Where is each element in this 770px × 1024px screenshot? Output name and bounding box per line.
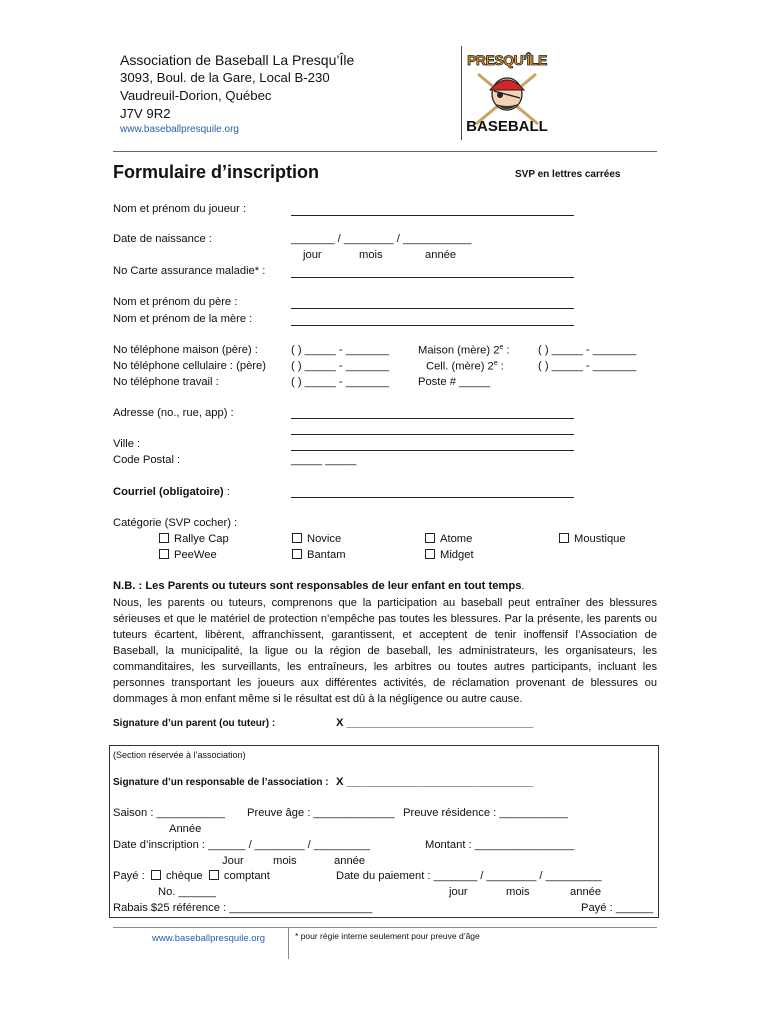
season-caption: Année [169,823,202,835]
footer-website-link[interactable]: www.baseballpresquile.org [152,933,266,944]
staff-signature-field[interactable]: X ______________________________ [336,776,534,788]
mother-name-field[interactable] [291,325,574,326]
postal-code-label: Code Postal : [113,454,181,466]
birth-year-caption: année [425,249,457,261]
residence-proof-field[interactable]: Preuve résidence : ___________ [403,807,568,819]
mother-cell-label: Cell. (mère) 2e : [426,360,504,373]
parent-signature-field[interactable]: X ______________________________ [336,717,534,729]
health-card-field[interactable] [291,277,574,278]
age-proof-field[interactable]: Preuve âge : _____________ [247,807,395,819]
category-midget[interactable]: Midget [425,549,474,561]
category-bantam[interactable]: Bantam [292,549,346,561]
address-label: Adresse (no., rue, app) : [113,407,234,419]
birth-month-caption: mois [359,249,383,261]
footer-note: * pour régie interne seulement pour preuve d’âge [295,931,480,941]
mother-cell-field[interactable]: ( ) _____ - _______ [538,360,637,372]
footer-rule [113,927,657,928]
referral-discount-field[interactable]: Rabais $25 référence : _______________________ [113,902,373,914]
footer-divider [288,927,289,959]
checkbox-icon[interactable] [209,870,219,880]
category-atome[interactable]: Atome [425,533,472,545]
player-name-field[interactable] [291,215,574,216]
address-line-1: 3093, Boul. de la Gare, Local B-230 [120,70,330,85]
payment-method: Payé : chèque comptant [113,870,270,882]
phone-work-field[interactable]: ( ) _____ - _______ [291,376,390,388]
header-rule [113,151,657,152]
checkbox-icon[interactable] [559,533,569,543]
staff-signature-label: Signature d’un responsable de l’association : [113,777,329,788]
phone-cell-field[interactable]: ( ) _____ - _______ [291,360,390,372]
mother-name-label: Nom et prénom de la mère : [113,313,253,325]
website-link[interactable]: www.baseballpresquile.org [120,124,239,135]
postal-line: J7V 9R2 [120,106,171,121]
father-name-field[interactable] [291,308,574,309]
phone-home-label: No téléphone maison (père) : [113,344,258,356]
category-novice[interactable]: Novice [292,533,341,545]
checkbox-icon[interactable] [292,533,302,543]
email-label: Courriel (obligatoire) : [113,486,230,498]
checkbox-icon[interactable] [425,549,435,559]
category-peewee[interactable]: PeeWee [159,549,217,561]
work-extension-field[interactable]: Poste # _____ [418,376,491,388]
reg-month-caption: mois [273,855,297,867]
health-card-label: No Carte assurance maladie* : [113,265,266,277]
amount-field[interactable]: Montant : ________________ [425,839,575,851]
page-title: Formulaire d’inscription [113,162,320,182]
category-label: Catégorie (SVP cocher) : [113,517,238,529]
mother-home-field[interactable]: ( ) _____ - _______ [538,344,637,356]
category-moustique[interactable]: Moustique [559,533,626,545]
reg-day-caption: Jour [222,855,244,867]
birth-date-field[interactable]: _______ / ________ / ___________ [291,233,472,245]
waiver-text: Nous, les parents ou tuteurs, comprenons que la participation au baseball peut entraîner des blessures sérieuses et que le matériel de protection n'empêche pas toutes les blessures. Par la présente, les parents ou tuteurs écartent, libèrent, affranchissent, garantissent, et acceptent de tenir inoffensif l’Association de Baseball, la municipalité, la ligue ou la région de baseball, les administrateurs, les organisateurs, les commanditaires, les surveillants, les entraîneurs, les arbitres ou toutes autres participants, incluant les personnes transportant les joueurs aux différentes activités, de réclamation provenant de blessures ou dommages à mon enfant même si le résultat est dû à la négligence ou autre cause. [113,597,657,705]
block-letters-note: SVP en lettres carrées [515,169,621,180]
reg-year-caption: année [334,855,366,867]
paid-field[interactable]: Payé : ______ [581,902,654,914]
mother-home-label: Maison (mère) 2e : [418,344,510,357]
pirate-logo [464,48,550,140]
pay-year-caption: année [570,886,602,898]
reserved-section-label: (Section réservée à l’association) [113,750,246,760]
registration-date-field[interactable]: Date d’inscription : ______ / ________ / _________ [113,839,370,851]
checkbox-icon[interactable] [292,549,302,559]
city-field[interactable] [291,450,574,451]
postal-code-field[interactable]: _____ _____ [291,454,357,466]
season-field[interactable]: Saison : ___________ [113,807,225,819]
header-divider [461,46,462,140]
checkbox-icon[interactable] [425,533,435,543]
cheque-number-field[interactable]: No. ______ [158,886,216,898]
phone-cell-label: No téléphone cellulaire : (père) [113,360,266,372]
waiver-heading: N.B. : Les Parents ou tuteurs sont responsables de leur enfant en tout temps. [113,580,525,592]
father-name-label: Nom et prénom du père : [113,296,238,308]
address-field-1[interactable] [291,418,574,419]
logo-top-text: PRESQU’ÎLE [467,52,547,68]
birth-date-label: Date de naissance : [113,233,212,245]
phone-work-label: No téléphone travail : [113,376,219,388]
phone-home-field[interactable]: ( ) _____ - _______ [291,344,390,356]
logo-bottom-text: BASEBALL [466,118,548,135]
checkbox-icon[interactable] [159,533,169,543]
birth-day-caption: jour [303,249,322,261]
payment-date-field[interactable]: Date du paiement : _______ / ________ / _________ [336,870,602,882]
category-rallye-cap[interactable]: Rallye Cap [159,533,229,545]
player-name-label: Nom et prénom du joueur : [113,203,247,215]
org-name: Association de Baseball La Presqu’Île [120,52,355,68]
pay-day-caption: jour [449,886,468,898]
checkbox-icon[interactable] [151,870,161,880]
checkbox-icon[interactable] [159,549,169,559]
email-field[interactable] [291,497,574,498]
address-field-2[interactable] [291,434,574,435]
address-line-2: Vaudreuil-Dorion, Québec [120,88,272,103]
pay-month-caption: mois [506,886,530,898]
city-label: Ville : [113,438,141,450]
parent-signature-label: Signature d’un parent (ou tuteur) : [113,718,276,729]
